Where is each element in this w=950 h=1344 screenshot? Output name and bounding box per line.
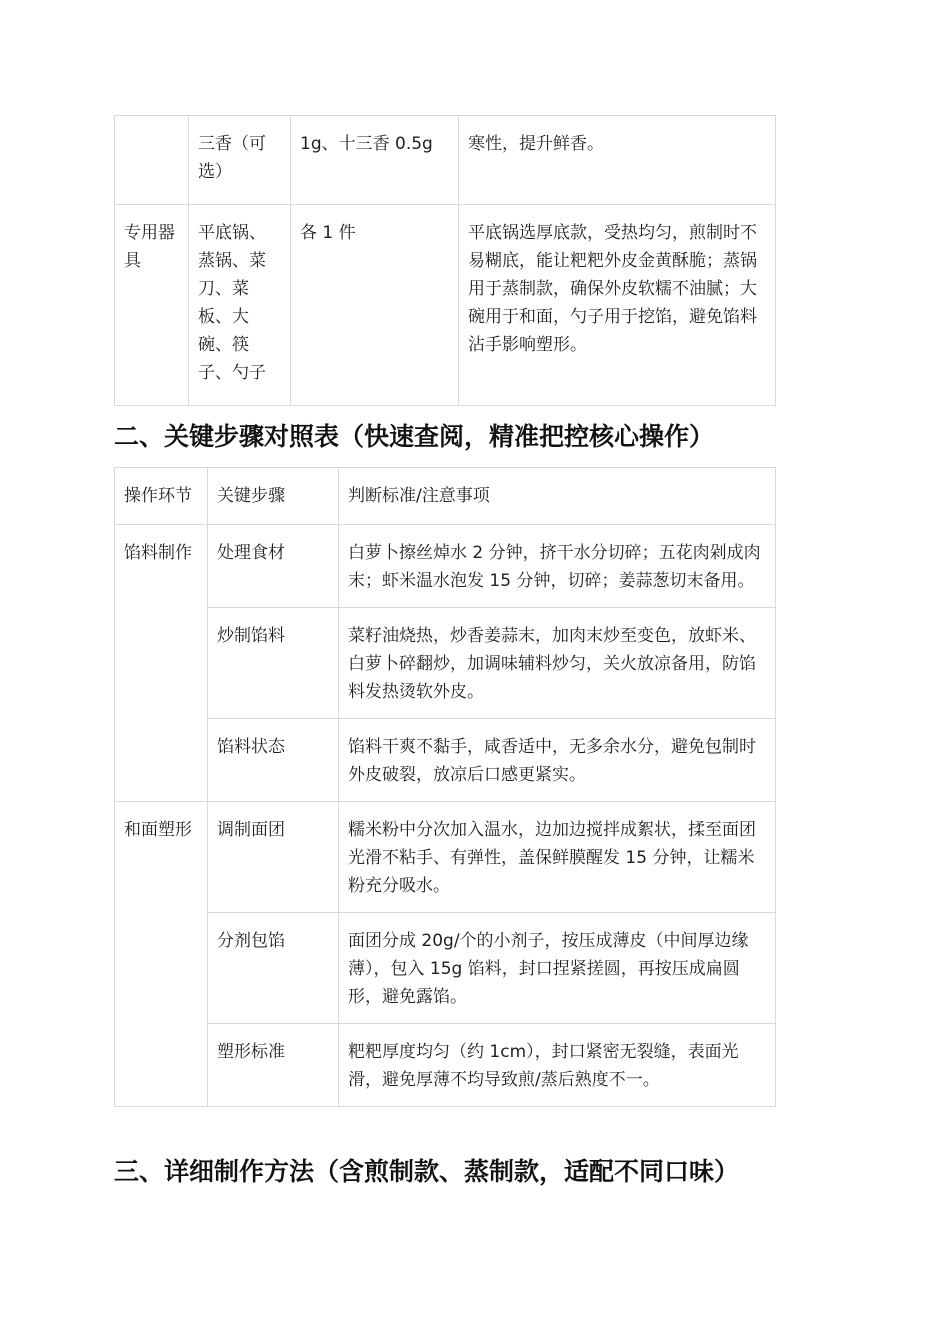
step-cell: 调制面团 — [208, 802, 339, 913]
column-header: 关键步骤 — [208, 468, 339, 525]
table-cell — [115, 116, 189, 205]
stage-cell: 和面塑形 — [115, 802, 208, 1107]
table-cell: 寒性，提升鲜香。 — [459, 116, 776, 205]
table-row — [115, 1024, 776, 1107]
table-cell: 1g、十三香 0.5g — [291, 116, 459, 205]
step-cell: 处理食材 — [208, 525, 339, 608]
table-cell: 平底锅、蒸锅、菜刀、菜板、大碗、筷子、勺子 — [189, 205, 291, 406]
table-row — [115, 913, 776, 1024]
detail-cell: 糯米粉中分次加入温水，边加边搅拌成絮状，揉至面团光滑不粘手、有弹性，盖保鲜膜醒发 15 分钟，让糯米粉充分吸水。 — [339, 802, 776, 913]
step-cell: 分剂包馅 — [208, 913, 339, 1024]
column-header: 操作环节 — [115, 468, 208, 525]
key-steps-table — [114, 467, 776, 1107]
detail-cell: 面团分成 20g/个的小剂子，按压成薄皮（中间厚边缘薄），包入 15g 馅料，封口捏紧搓圆，再按压成扁圆形，避免露馅。 — [339, 913, 776, 1024]
table-row — [115, 525, 776, 608]
table-header-row — [115, 468, 776, 525]
section-heading: 二、关键步骤对照表（快速查阅，精准把控核心操作） — [114, 422, 715, 451]
detail-cell: 菜籽油烧热，炒香姜蒜末，加肉末炒至变色，放虾米、白萝卜碎翻炒，加调味辅料炒匀，关火放凉备用，防馅料发热烫软外皮。 — [339, 608, 776, 719]
table-row — [115, 802, 776, 913]
step-cell: 塑形标准 — [208, 1024, 339, 1107]
table-cell: 各 1 件 — [291, 205, 459, 406]
ingredients-table — [114, 115, 776, 406]
section-heading: 三、详细制作方法（含煎制款、蒸制款，适配不同口味） — [114, 1157, 740, 1186]
table-row — [115, 719, 776, 802]
detail-cell: 白萝卜擦丝焯水 2 分钟，挤干水分切碎；五花肉剁成肉末；虾米温水泡发 15 分钟，切碎；姜蒜葱切末备用。 — [339, 525, 776, 608]
detail-cell: 馅料干爽不黏手，咸香适中，无多余水分，避免包制时外皮破裂，放凉后口感更紧实。 — [339, 719, 776, 802]
table-cell: 平底锅选厚底款，受热均匀，煎制时不易糊底，能让粑粑外皮金黄酥脆；蒸锅用于蒸制款，确保外皮软糯不油腻；大碗用于和面，勺子用于挖馅，避免馅料沾手影响塑形。 — [459, 205, 776, 406]
column-header: 判断标准/注意事项 — [339, 468, 776, 525]
table-row — [115, 608, 776, 719]
table-row — [115, 205, 776, 406]
table-cell: 三香（可选） — [189, 116, 291, 205]
table-cell: 专用器具 — [115, 205, 189, 406]
table-row — [115, 116, 776, 205]
stage-cell: 馅料制作 — [115, 525, 208, 802]
step-cell: 炒制馅料 — [208, 608, 339, 719]
detail-cell: 粑粑厚度均匀（约 1cm），封口紧密无裂缝，表面光滑，避免厚薄不均导致煎/蒸后熟度不一。 — [339, 1024, 776, 1107]
step-cell: 馅料状态 — [208, 719, 339, 802]
